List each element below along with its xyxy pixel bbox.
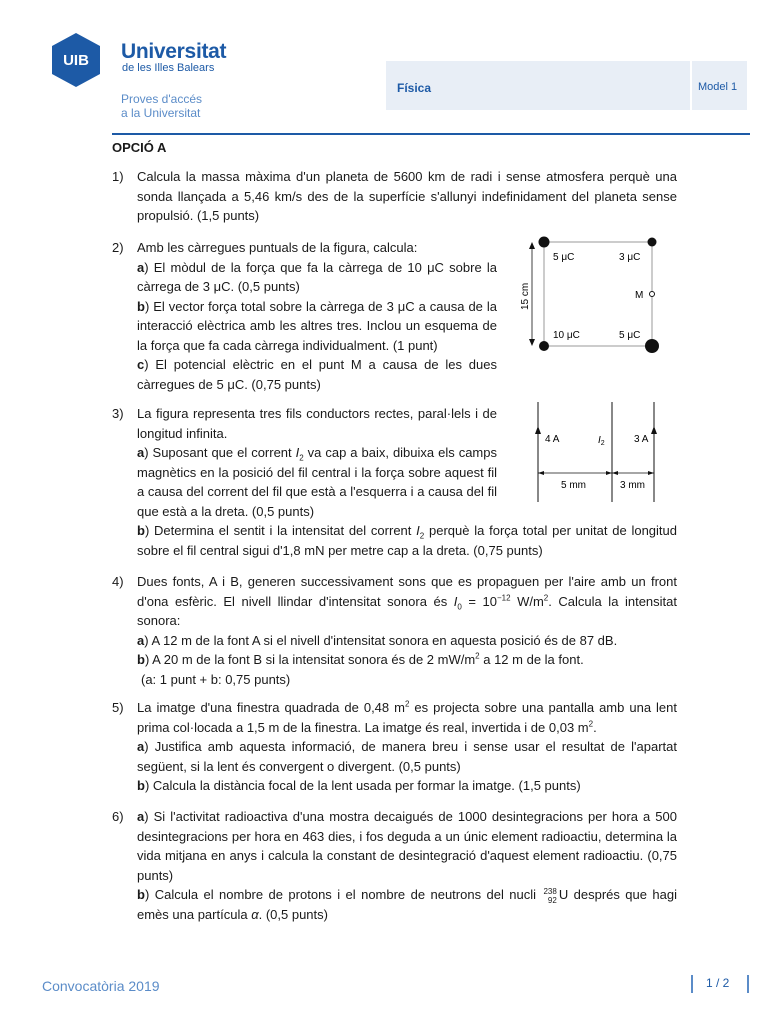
subject-box	[386, 61, 690, 110]
question-4-part-a: a) A 12 m de la font A si el nivell d'intensitat sonora en aquesta posició és de 87 dB.	[137, 632, 618, 648]
question-6-body	[137, 807, 677, 924]
question-5-body	[137, 698, 677, 796]
label-bottom-right: 5 μC	[619, 330, 641, 341]
proves-label	[121, 92, 202, 120]
point-m	[650, 292, 655, 297]
question-3-intro: La figura representa tres fils conductors rectes, paral·lels i de longitud infinita.	[137, 406, 497, 441]
model-label: Model 1	[698, 81, 738, 93]
question-2-part-c: c) El potencial elèctric en el punt M a causa de les dues càrregues de 5 μC. (0,75 punts)	[137, 357, 497, 392]
label-middle-current: $I_2$	[598, 435, 605, 447]
question-6-part-b: b) Calcula el nombre de protons i el nombre de neutrons del nucli 238 92 U després que hagi emès una partícula α. (0,5 punts)	[137, 886, 678, 922]
left-current-arrow	[535, 426, 541, 434]
question-5-part-b: b) Calcula la distància focal de la lent usada per formar la imatge. (1,5 punts)	[137, 778, 581, 793]
question-1-text: Calcula la massa màxima d'un planeta de 5600 km de radi i sense atmosfera perquè una sonda llançada a 5,46 km/s des de la superfície s'allunyi indefinidament del planeta sense propulsió. (1,5 punts)	[137, 169, 677, 223]
label-left-current: 4 A	[545, 434, 560, 445]
wires-figure	[528, 400, 668, 504]
question-3-body	[137, 404, 497, 521]
question-6-number: 6)	[112, 809, 124, 824]
footer-bar-right	[747, 975, 749, 993]
label-top-left: 5 μC	[553, 252, 575, 263]
question-4-part-b: b) A 20 m de la font B si la intensitat sonora és de 2 $mW/m^2$ a 12 m de la font.	[137, 651, 584, 667]
label-bottom-left: 10 μC	[553, 330, 580, 341]
question-2-part-a: a) El mòdul de la força que fa la càrrega de 10 μC sobre la càrrega de 3 μC. (0,5 punts)	[137, 259, 497, 294]
charges-figure	[512, 236, 672, 358]
label-right-current: 3 A	[634, 434, 649, 445]
uib-logo-text: UIB	[63, 52, 89, 69]
label-top-right: 3 μC	[619, 252, 641, 263]
question-2-intro: Amb les càrregues puntuals de la figura, calcula:	[137, 240, 418, 255]
question-3-number: 3)	[112, 406, 124, 421]
section-title: OPCIÓ A	[112, 140, 167, 155]
question-5-number: 5)	[112, 700, 124, 715]
question-4-number: 4)	[112, 574, 124, 589]
charge-top-right	[648, 238, 657, 247]
nuclide-numbers: 238 92	[543, 886, 557, 905]
footer-convocatoria: Convocatòria 2019	[42, 978, 160, 994]
question-3-part-a: a) Suposant que el corrent $I_2$ va cap a baix, dibuixa els camps magnètics en la posició del fil central i la força sobre aquest fil a causa del corrent del fil que està a l'esquerra i a causa del fil que està a la dreta. (0,5 punts)	[137, 445, 497, 519]
question-2-number: 2)	[112, 240, 124, 255]
label-dist-right: 3 mm	[620, 480, 645, 491]
question-4-intro: Dues fonts, A i B, generen successivament sons que es propaguen per l'aire amb un front d'ona esfèric. El nivell llindar d'intensitat sonora és $I_0 = 10^{-12}$ $W/m^2$. Calcula la intensitat sonora:	[137, 574, 677, 628]
question-6-part-a: a) Si l'activitat radioactiva d'una mostra decaigués de 1000 desintegracions per hora a 500 desintegracions per hora en 463 dies, i fos deguda a un únic element radioactiu, determina la vida mitjana en anys i calcula la constant de desintegració d'aquest element radioactiu. (0,75 punts)	[137, 809, 677, 883]
proves-line-1: Proves d'accés	[121, 92, 202, 106]
right-current-arrow	[651, 426, 657, 434]
question-4-body	[137, 572, 677, 689]
question-3-part-b: b) Determina el sentit i la intensitat del corrent $I_2$ perquè la força total per unitat de longitud sobre el fil central sigui d'1,8 mN per metre cap a la dreta. (0,75 punts)	[137, 523, 677, 558]
question-4-score: (a: 1 punt + b: 0,75 punts)	[141, 671, 291, 687]
label-side: 15 cm	[520, 282, 531, 310]
label-m: M	[635, 290, 644, 301]
subject-title: Física	[397, 81, 432, 95]
question-2-body	[137, 238, 497, 394]
charge-bottom-left	[539, 341, 549, 351]
university-name: Universitat	[121, 40, 227, 63]
charge-bottom-right	[645, 339, 659, 353]
page-number: 1 / 2	[706, 976, 730, 990]
proves-line-2: a la Universitat	[121, 106, 201, 120]
label-dist-left: 5 mm	[561, 480, 586, 491]
university-subtitle: de les Illes Balears	[122, 62, 215, 74]
question-1-number: 1)	[112, 169, 124, 184]
question-2-part-b: b) El vector força total sobre la càrrega de 3 μC a causa de la interacció elèctrica amb les altres tres. Inclou un esquema de la força que fa cada càrrega individualment. (1 punt)	[137, 298, 497, 353]
charge-top-left	[539, 237, 550, 248]
uib-logo	[48, 32, 104, 88]
question-5-part-a: a) Justifica amb aquesta informació, de manera breu i sense usar el resultat de l'apartat següent, si la lent és convergent o divergent. (0,5 punts)	[137, 739, 677, 774]
question-5-intro: La imatge d'una finestra quadrada de 0,48 $m^2$ es projecta sobre una pantalla amb una lent prima col·locada a 1,5 m de la finestra. La imatge és real, invertida i de 0,03 $m^2$.	[137, 699, 677, 735]
footer-bar-left	[691, 975, 693, 993]
header-divider	[112, 133, 750, 135]
